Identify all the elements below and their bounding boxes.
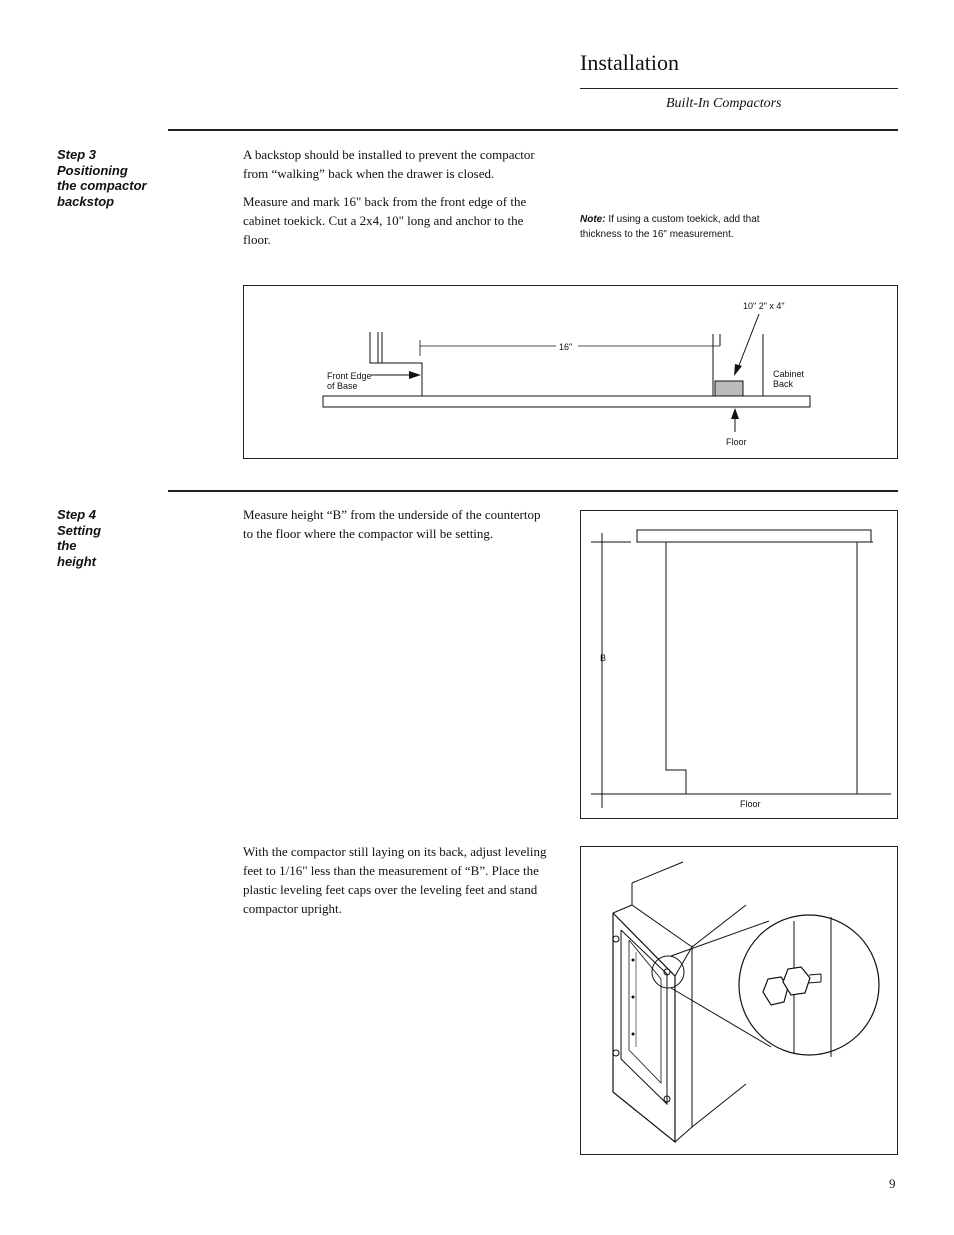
cabinet-left-side [666,542,686,794]
page-title: Installation [580,50,679,75]
board-arrow-line [738,314,759,368]
cabinet-back-label-line2: Back [773,379,794,389]
backstop-block [715,381,743,396]
step4-heading-line: height [57,553,96,569]
floor-arrowhead [731,408,739,419]
compactor-front-panel [613,913,675,1142]
step4-heading-line: the [57,538,77,553]
step3-paragraph: Measure and mark 16" back from the front edge of the cabinet toekick. Cut a 2x4, 10" long and anchor to the floor. [243,194,527,247]
step3-note [580,212,795,242]
step4-heading-line: Step 4 [57,507,97,522]
note-label: Note: [580,214,606,225]
step4-paragraph: Measure height “B” from the underside of the countertop to the floor where the compactor will be setting. [243,507,541,541]
distance-label: 16" [559,342,573,352]
compactor-top-edge [632,862,683,883]
step4-paragraph: With the compactor still laying on its back, adjust leveling feet to 1/16" less than the measurement of “B”. Place the plastic leveling feet caps over the leveling feet and stand compactor upright. [243,844,547,916]
board-arrowhead [734,364,742,376]
board-label: 10" 2" x 4" [743,301,785,311]
compactor-upper-edge [692,905,746,947]
front-edge-label-line1: Front Edge [327,371,372,381]
step4-divider [168,490,898,492]
step4-heading-line: Setting [57,522,102,538]
step3-body [243,145,548,258]
step3-heading-line: the compactor [57,178,147,193]
step3-heading-line: backstop [57,193,115,209]
leveling-feet-diagram [580,846,898,1155]
step3-heading-line: Step 3 [57,147,97,162]
rivet-icon [632,996,635,999]
screw-icon [613,936,619,942]
front-edge-arrowhead [409,371,421,379]
cabinet-back-label-line1: Cabinet [773,369,805,379]
height-label: B [600,653,607,663]
leveling-foot-highlight [652,956,684,988]
zoom-detail-circle [739,915,879,1055]
floor-label: Floor [740,799,761,809]
backstop-diagram-svg [244,286,897,458]
height-diagram-svg [581,511,897,818]
step4-heading [57,507,101,569]
inner-frame-outer [621,930,667,1104]
step4-body-1 [243,505,548,552]
front-edge-label-line2: of Base [327,381,358,391]
compactor-base-edge [692,1084,746,1127]
step4-body-2 [243,842,548,927]
backstop-diagram [243,285,898,459]
floor-plate [323,396,810,407]
floor-label: Floor [726,437,747,447]
step3-paragraph: A backstop should be installed to prevent the compactor from “walking” back when the drawer is closed. [243,147,535,181]
rivet-icon [632,1033,635,1036]
screw-icon [613,1050,619,1056]
step3-divider [168,129,898,131]
note-text: If using a custom toekick, add that thickness to the 16" measurement. [580,214,760,240]
step3-heading [57,147,147,209]
rivet-icon [632,959,635,962]
page-number: 9 [889,1176,896,1191]
header-rule [580,88,898,89]
leveling-feet-svg [581,847,897,1154]
compactor-bottom-edge [675,1127,692,1142]
step3-heading-line: Positioning [57,162,128,178]
compactor-side-top [613,905,692,947]
countertop [637,530,871,542]
height-diagram [580,510,898,819]
page-subtitle: Built-In Compactors [666,96,782,111]
